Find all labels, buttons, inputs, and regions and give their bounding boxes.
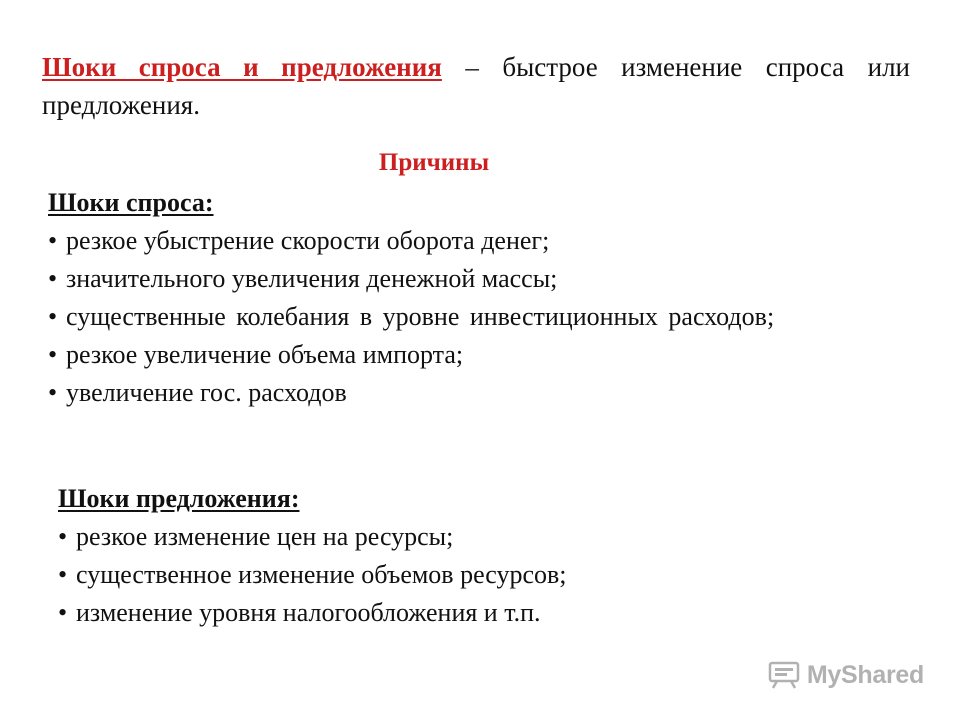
list-item-text: существенные колебания в уровне инвестиционных расходов; [66, 302, 775, 331]
list-item [48, 260, 818, 298]
supply-shocks-title: Шоки предложения: [58, 484, 300, 513]
list-item-text: резкое изменение цен на ресурсы; [76, 522, 454, 551]
list-item-text: увеличение гос. расходов [66, 378, 347, 407]
bullet: • [48, 226, 58, 255]
definition-term: Шоки спроса и предложения [42, 52, 442, 82]
definition-paragraph [42, 48, 910, 124]
bullet: • [58, 522, 68, 551]
list-item-text: существенное изменение объемов ресурсов; [76, 560, 567, 589]
list-item [58, 556, 838, 594]
list-item [58, 594, 838, 632]
list-item [58, 518, 838, 556]
definition-text: – быстрое изменение спроса или предложения. [42, 52, 911, 120]
bullet: • [48, 302, 58, 331]
bullet: • [48, 340, 58, 369]
bullet: • [48, 378, 58, 407]
bullet: • [58, 560, 68, 589]
list-item-text: резкое увеличение объема импорта; [66, 340, 464, 369]
presentation-board-icon [767, 660, 801, 690]
demand-shocks-section [48, 184, 818, 412]
bullet: • [58, 598, 68, 627]
list-item-text: изменение уровня налогообложения и т.п. [76, 598, 541, 627]
causes-heading: Причины [378, 149, 490, 176]
list-item [48, 374, 818, 412]
bullet: • [48, 264, 58, 293]
watermark-logo [767, 660, 924, 690]
list-item-text: значительного увеличения денежной массы; [66, 264, 558, 293]
supply-shocks-section [58, 480, 838, 632]
list-item-text: резкое убыстрение скорости оборота денег; [66, 226, 550, 255]
watermark-text: MyShared [806, 660, 924, 689]
list-item [48, 222, 818, 260]
list-item [48, 336, 818, 374]
list-item [48, 298, 818, 336]
demand-shocks-title: Шоки спроса: [48, 188, 214, 217]
